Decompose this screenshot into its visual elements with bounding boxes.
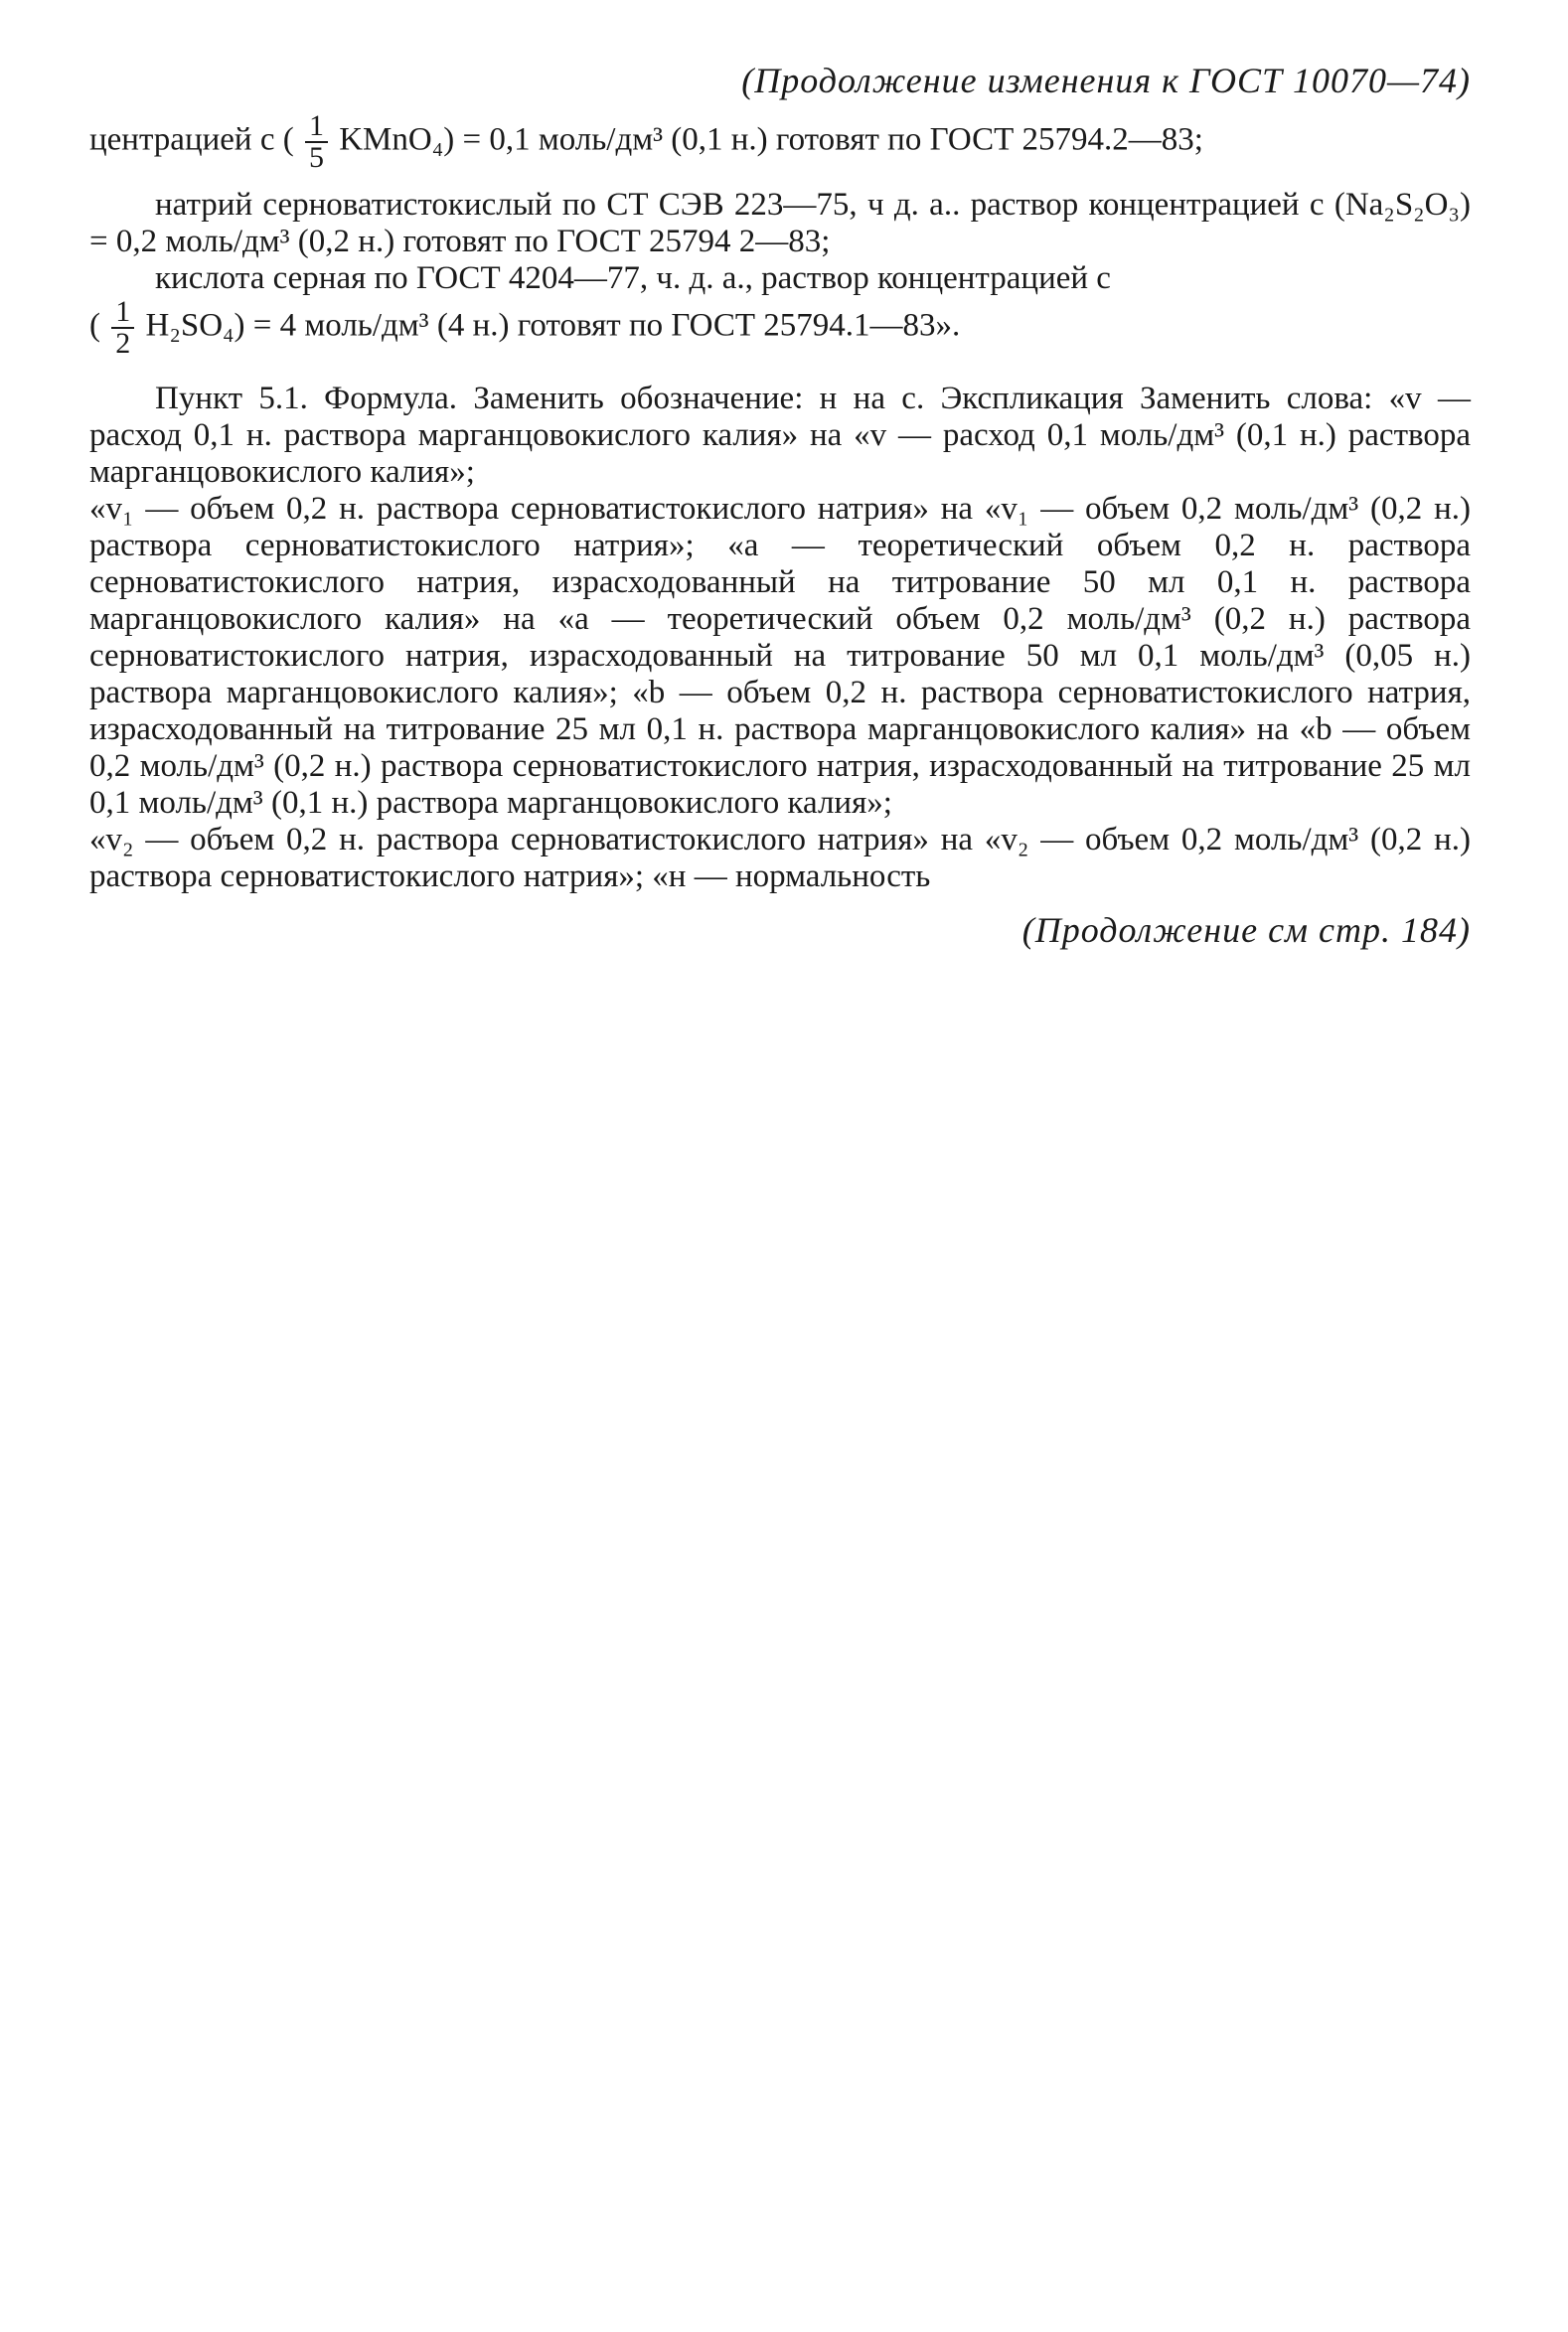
text-fragment: H₂SO₄) = 4 моль/дм³ (4 н.) готовят по ГОСТ 25794.1—83». [145,307,961,344]
concentration-line-h2so4 [89,297,1471,359]
text-fragment: центрацией с ( [89,121,294,158]
paragraph-v1-explication: «v₁ — объем 0,2 н. раствора серноватистокислого натрия» на «v₁ — объем 0,2 моль/дм³ (0,2 н.) раствора серноватистокислого натрия»; «a — теоретический объем 0,2 н. раствора серноватистокислого натрия, израсходованный на титрование 50 мл 0,1 н. раствора марганцовокислого калия» на «a — теоретический объем 0,2 моль/дм³ (0,2 н.) раствора серноватистокислого натрия, израсходованный на титрование 50 мл 0,1 моль/дм³ (0,05 н.) раствора марганцовокислого калия»; «b — объем 0,2 н. раствора серноватистокислого натрия, израсходованный на титрование 25 мл 0,1 н. раствора марганцовокислого калия» на «b — объем 0,2 моль/дм³ (0,2 н.) раствора серноватистокислого натрия, израсходованный на титрование 25 мл 0,1 моль/дм³ (0,1 н.) раствора марганцовокислого калия»; [89,491,1471,821]
fraction-numerator: 1 [305,111,328,143]
fraction [305,111,328,173]
fraction-numerator: 1 [111,297,134,329]
fraction [111,297,134,359]
page-footer: (Продолжение см стр. 184) [1021,910,1471,950]
text-fragment: ( [89,307,100,344]
fraction-denominator: 5 [308,141,324,174]
concentration-line-kmno4 [89,111,1471,173]
text-fragment: KMnO₄) = 0,1 моль/дм³ (0,1 н.) готовят по ГОСТ 25794.2—83; [339,121,1203,158]
document-page [89,60,1471,951]
paragraph-sulfuric-acid: кислота серная по ГОСТ 4204—77, ч. д. а., раствор концентрацией с [155,260,1111,296]
paragraph-sodium-thiosulfate: натрий серноватистокислый по СТ СЭВ 223—75, ч д. а.. раствор концентрацией с (Na₂S₂O₃) = 0,2 моль/дм³ (0,2 н.) готовят по ГОСТ 25794 2—83; [89,187,1471,259]
paragraph-item-5-1: Пункт 5.1. Формула. Заменить обозначение: н на с. Экспликация Заменить слова: «v — расход 0,1 н. раствора марганцовокислого калия» на «v — расход 0,1 моль/дм³ (0,1 н.) раствора марганцовокислого калия»; [89,381,1471,490]
fraction-denominator: 2 [115,327,131,360]
paragraph-v2-explication: «v₂ — объем 0,2 н. раствора серноватистокислого натрия» на «v₂ — объем 0,2 моль/дм³ (0,2 н.) раствора серноватистокислого натрия»; «н — нормальность [89,822,1471,894]
page-header: (Продолжение изменения к ГОСТ 10070—74) [741,61,1471,100]
